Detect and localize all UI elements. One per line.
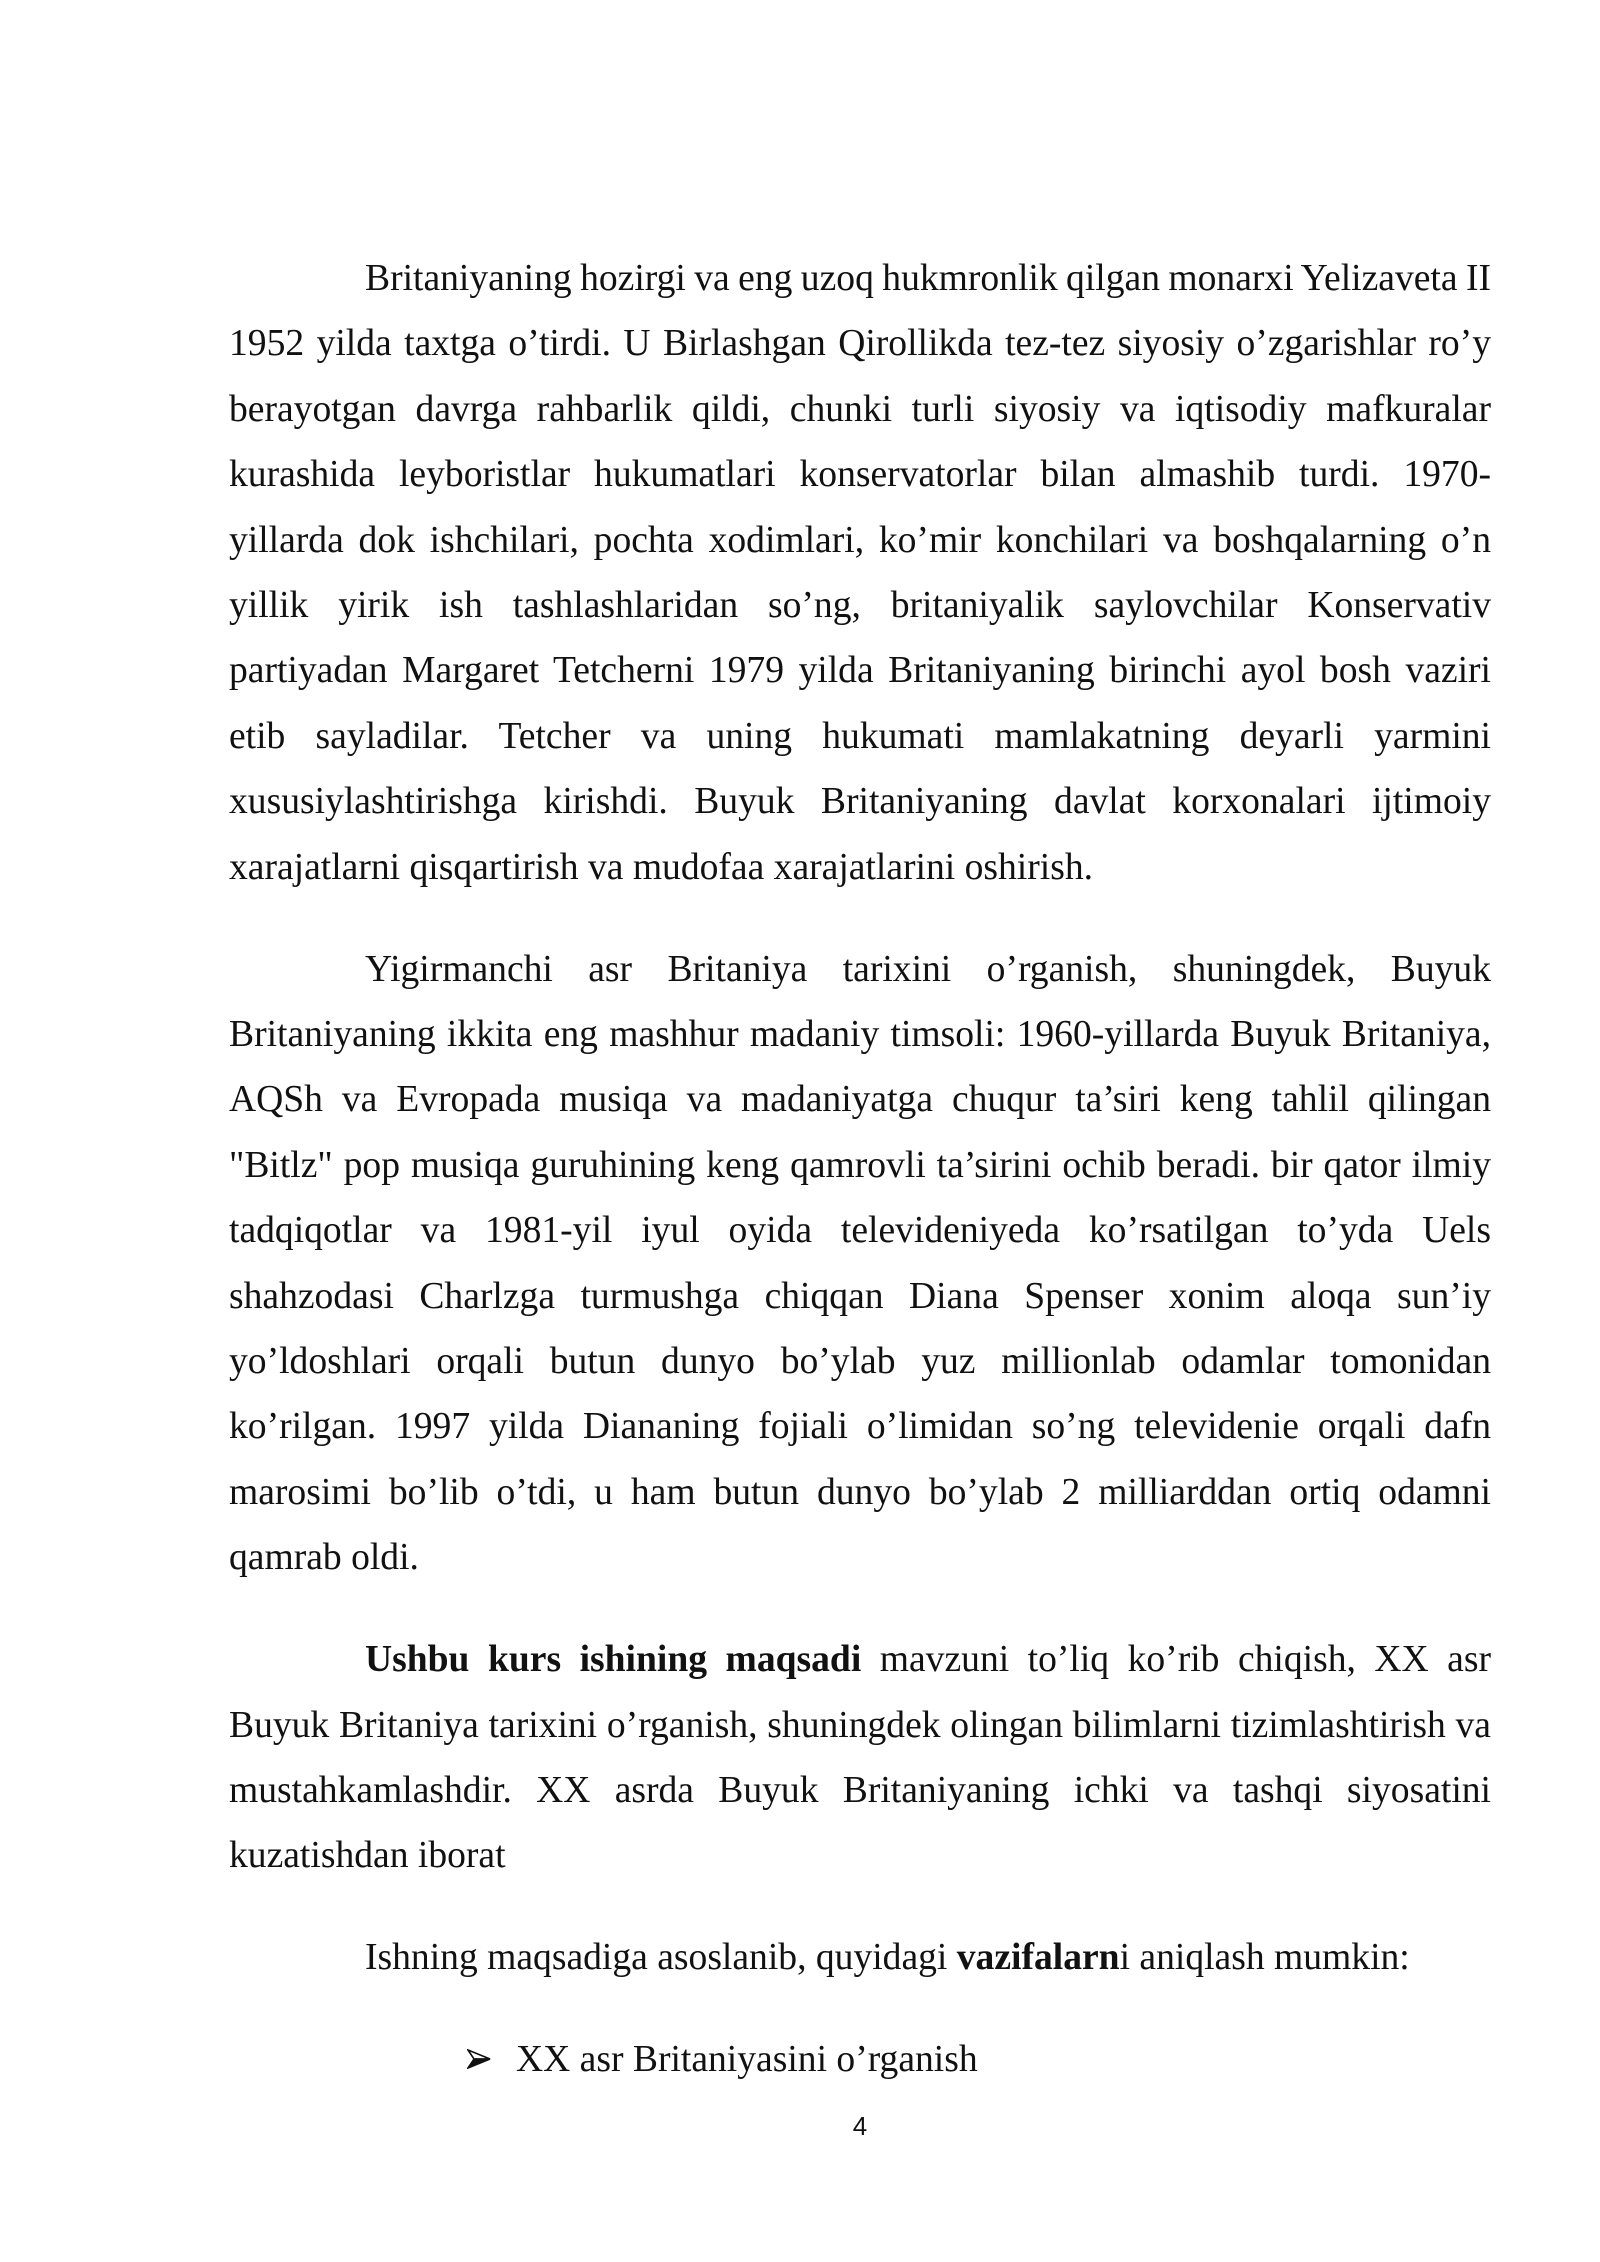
paragraph-tasks-intro [229,1925,1491,1990]
paragraph-line: AQSh va Evropada musiqa va madaniyatga chuqur ta’siri keng tahlil qilingan [229,1079,1491,1121]
paragraph-line: Britaniyaning hozirgi va eng uzoq hukmronlik qilgan monarxi Yelizaveta II [365,258,1491,299]
paragraph-line: kurashida leyboristlar hukumatlari konservatorlar bilan almashib turdi. 1970- [229,454,1491,496]
paragraph-line: Buyuk Britaniya tarixini o’rganish, shuningdek olingan bilimlarni tizimlashtirish va [229,1704,1491,1746]
paragraph-line: kuzatishdan iborat [229,1835,506,1877]
paragraph-line: ko’rilgan. 1997 yilda Diananing fojiali o’limidan so’ng televidenie orqali dafn [229,1406,1491,1448]
paragraph-line: Yigirmanchi asr Britaniya tarixini o’rganish, shuningdek, Buyuk [365,948,1491,990]
paragraph-line: 1952 yilda taxtga o’tirdi. U Birlashgan Qirollikda tez-tez siyosiy o’zgarishlar ro’y [229,323,1491,365]
paragraph-line: qamrab oldi. [229,1537,419,1579]
goal-lead-rest: mavzuni to’liq ko’rib chiqish, XX asr [861,1639,1491,1681]
paragraph-line: xarajatlarni qisqartirish va mudofaa xarajatlarini oshirish. [229,846,1094,888]
paragraph-line: yillik yirik ish tashlashlaridan so’ng, britaniyalik saylovchilar Konservativ [229,585,1491,627]
paragraph-line: xususiylashtirishga kirishdi. Buyuk Britaniyaning davlat korxonalari ijtimoiy [229,781,1491,823]
paragraph-line: yillarda dok ishchilari, pochta xodimlari, ko’mir konchilari va boshqalarning o’n [229,519,1491,561]
page-number: 4 [852,2111,868,2141]
paragraph-line: yo’ldoshlari orqali butun dunyo bo’ylab yuz millionlab odamlar tomonidan [229,1341,1491,1382]
paragraph-line: etib sayladilar. Tetcher va uning hukumati mamlakatning deyarli yarmini [229,715,1491,757]
paragraph-line: tadqiqotlar va 1981-yil iyul oyida televideniyeda ko’rsatilgan to’yda Uels [229,1210,1491,1252]
paragraph-line [229,1925,1491,1990]
arrowhead-bullet-icon [467,2049,491,2069]
paragraph-line: marosimi bo’lib o’tdi, u ham butun dunyo bo’ylab 2 milliarddan ortiq odamni [229,1471,1491,1513]
paragraph-line: shahzodasi Charlzga turmushga chiqqan Diana Spenser xonim aloqa sun’iy [229,1275,1491,1317]
bullet-text: XX asr Britaniyasini o’rganish [516,2039,978,2081]
goal-bold-lead: Ushbu kurs ishining maqsadi [365,1639,862,1681]
tasks-intro-after: i aniqlash mumkin: [1119,1937,1410,1979]
paragraph-goal [229,1627,1491,1889]
paragraph-line: partiyadan Margaret Tetcherni 1979 yilda Britaniyaning birinchi ayol bosh vaziri [229,650,1491,692]
paragraph-line: mustahkamlashdir. XX asrda Buyuk Britaniyaning ichki va tashqi siyosatini [229,1769,1491,1811]
paragraph-line: "Bitlz" pop musiqa guruhining keng qamrovli ta’sirini ochib beradi. bir qator ilmiy [229,1144,1491,1186]
bullet-list-item [229,2027,1491,2092]
text-column [229,246,1491,2093]
paragraph-monarchy [229,246,1491,900]
paragraph-line: berayotgan davrga rahbarlik qildi, chunki turli siyosiy va iqtisodiy mafkuralar [229,388,1491,430]
paragraph-line [229,1627,1491,1692]
paragraph-culture [229,937,1491,1591]
tasks-bold-term: vazifalarn [956,1937,1120,1979]
paragraph-line: Britaniyaning ikkita eng mashhur madaniy timsoli: 1960-yillarda Buyuk Britaniya, [229,1013,1491,1055]
tasks-intro-before: Ishning maqsadiga asoslanib, quyidagi [365,1937,957,1979]
